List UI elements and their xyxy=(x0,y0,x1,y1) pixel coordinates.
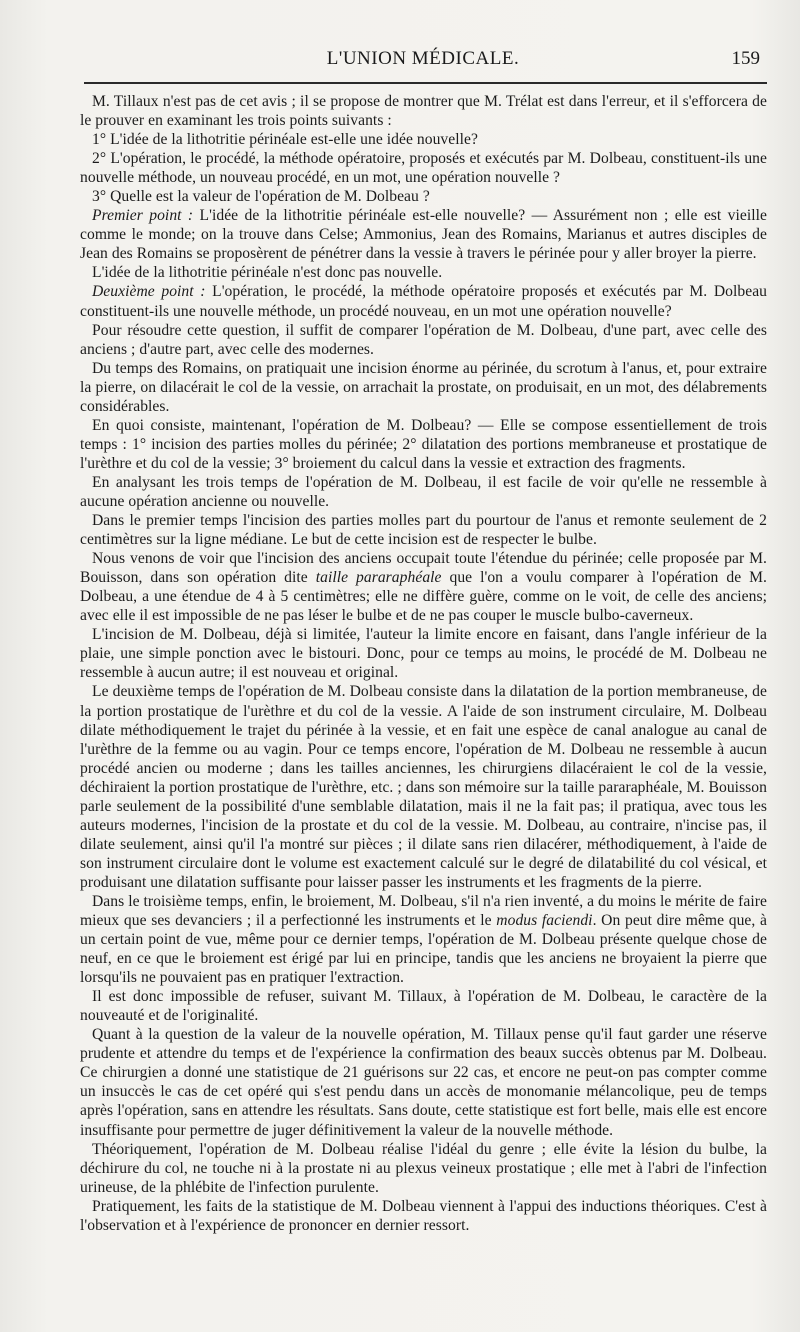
paragraph: En analysant les trois temps de l'opération de M. Dolbeau, il est facile de voir qu'elle ne ressemble à aucune opération ancienne ou nouvelle. xyxy=(80,473,767,510)
paragraph: Deuxième point : L'opération, le procédé, la méthode opératoire proposés et exécutés par M. Dolbeau constituent-ils une nouvelle méthode, un procédé nouveau, en un mot une opération nouvelle? xyxy=(80,283,768,320)
paragraph: L'incision de M. Dolbeau, déjà si limitée, l'auteur la limite encore en faisant, dans l'angle inférieur de la plaie, une simple ponction avec le bistouri. Donc, pour ce temps au moins, le procédé de M. Dolbeau ne ressemble à aucun autre; il est nouveau et original. xyxy=(80,626,767,682)
paragraph: 1° L'idée de la lithotritie périnéale est-elle une idée nouvelle? xyxy=(92,131,478,149)
paragraph: M. Tillaux n'est pas de cet avis ; il se propose de montrer que M. Trélat est dans l'erreur, et il s'efforcera de le prouver en examinant les trois points suivants : xyxy=(80,93,767,130)
paragraph: En quoi consiste, maintenant, l'opération de M. Dolbeau? — Elle se compose essentiellement de trois temps : 1° incision des parties molles du périnée; 2° dilatation des portions membraneuse et prostatique de l'urèthre et du col de la vessie; 3° broiement du calcul dans la vessie et extraction des fragments. xyxy=(80,416,767,472)
paragraph: Théoriquement, l'opération de M. Dolbeau réalise l'idéal du genre ; elle évite la lésion du bulbe, la déchirure du col, ne touche ni à la prostate ni au plexus veineux prostatique ; elle met à l'abri de l'infection urineuse, de la phlébite de l'infection purulente. xyxy=(80,1140,767,1196)
paragraph: Dans le troisième temps, enfin, le broiement, M. Dolbeau, s'il n'a rien inventé, a du moins le mérite de faire mieux que ses devanciers ; il a perfectionné les instruments et le modus faciendi. On peut dire même que, à un certain point de vue, même pour ce dernier temps, l'opération de M. Dolbeau présente quelque chose de neuf, en ce que le broiement est érigé par lui en principe, tandis que les anciens ne broyaient la pierre que lorsqu'ils ne pouvaient pas en pratiquer l'extraction. xyxy=(80,892,767,987)
paragraph: Le deuxième temps de l'opération de M. Dolbeau consiste dans la dilatation de la portion membraneuse, de la portion prostatique de l'urèthre et du col de la vessie. A l'aide de son instrument circulaire, M. Dolbeau dilate méthodiquement le trajet du périnée à la vessie, et en fait une espèce de canal analogue au canal de l'urèthre de la femme ou au vagin. Pour ce temps encore, l'opération de M. Dolbeau ne ressemble à aucun procédé ancien ou moderne ; dans les tailles anciennes, les chirurgiens dilacéraient le col de la vessie, déchiraient la portion prostatique de l'urèthre, etc. ; dans son mémoire sur la taille pararaphéale, M. Bouisson parle seulement de la possibilité d'une semblable dilatation, mais il ne la fait pas; il pratiqua, avec tous les auteurs modernes, l'incision de la prostate et du col de la vessie. M. Dolbeau, au contraire, n'incise pas, il dilate seulement, ainsi qu'il l'a montré sur pièces ; il dilate sans rien dilacérer, méthodiquement, à l'aide de son instrument circulaire dont le volume est exactement calculé sur le degré de dilatabilité du col vésical, et produisant une dilatation suffisante pour laisser passer les instruments et les fragments de la pierre. xyxy=(80,683,767,891)
paragraph: Du temps des Romains, on pratiquait une incision énorme au périnée, du scrotum à l'anus, et, pour extraire la pierre, on dilacérait le col de la vessie, on arrachait la prostate, on produisait, en un mot, des délabrements considérables. xyxy=(80,359,767,415)
paragraph: 3° Quelle est la valeur de l'opération de M. Dolbeau ? xyxy=(92,188,430,206)
page-header xyxy=(78,48,768,78)
paragraph: 2° L'opération, le procédé, la méthode opératoire, proposés et exécutés par M. Dolbeau, constituent-ils une nouvelle méthode, un nouveau procédé, en un mot, une opération nouvelle ? xyxy=(80,150,767,187)
section-lead: Deuxième point : xyxy=(92,283,206,301)
italic-term: modus faciendi xyxy=(496,912,593,930)
running-title: L'UNION MÉDICALE. xyxy=(326,48,520,69)
paragraph: Premier point : L'idée de la lithotritie périnéale est-elle nouvelle? — Assurément non ; elle est vieille comme le monde; on la trouve dans Celse; Ammonius, Jean des Romains, Marianus et autres disciples de Jean des Romains se proposèrent de pénétrer dans la vessie à travers le périnée pour y aller broyer la pierre. xyxy=(80,207,767,263)
paragraph: Nous venons de voir que l'incision des anciens occupait toute l'étendue du périnée; celle proposée par M. Bouisson, dans son opération dite taille pararaphéale que l'on a voulu comparer à l'opération de M. Dolbeau, a une étendue de 4 à 5 centimètres; elle ne diffère guère, comme on le voit, de celle des anciens; avec elle il est impossible de ne pas léser le bulbe et de ne pas couper le muscle bulbo-caverneux. xyxy=(80,550,767,625)
page-number: 159 xyxy=(731,48,760,69)
paragraph: Pour résoudre cette question, il suffit de comparer l'opération de M. Dolbeau, d'une part, avec celle des anciens ; d'autre part, avec celle des modernes. xyxy=(80,321,767,358)
article-body xyxy=(80,92,767,1235)
paragraph: Il est donc impossible de refuser, suivant M. Tillaux, à l'opération de M. Dolbeau, le caractère de la nouveauté et de l'originalité. xyxy=(80,988,767,1025)
section-lead: Premier point : xyxy=(92,207,194,225)
italic-term: taille pararaphéale xyxy=(315,569,442,587)
header-rule xyxy=(84,82,767,84)
paragraph: Dans le premier temps l'incision des parties molles part du pourtour de l'anus et remonte seulement de 2 centimètres sur la ligne médiane. Le but de cette incision est de respecter le bulbe. xyxy=(80,512,767,549)
paragraph: L'idée de la lithotritie périnéale n'est donc pas nouvelle. xyxy=(92,264,443,282)
paragraph: Pratiquement, les faits de la statistique de M. Dolbeau viennent à l'appui des inductions théoriques. C'est à l'observation et à l'expérience de prononcer en dernier ressort. xyxy=(80,1197,767,1234)
paragraph: Quant à la question de la valeur de la nouvelle opération, M. Tillaux pense qu'il faut garder une réserve prudente et attendre du temps et de l'expérience la confirmation des beaux succès obtenus par M. Dolbeau. Ce chirurgien a donné une statistique de 21 guérisons sur 22 cas, et encore ne peut-on pas compter comme un insuccès le cas de cet opéré qui s'est pendu dans un accès de monomanie mélancolique, peu de temps après l'opération, sans en attendre les résultats. Sans doute, cette statistique est fort belle, mais elle est encore insuffisante pour permettre de juger définitivement la valeur de la nouvelle méthode. xyxy=(80,1026,767,1139)
